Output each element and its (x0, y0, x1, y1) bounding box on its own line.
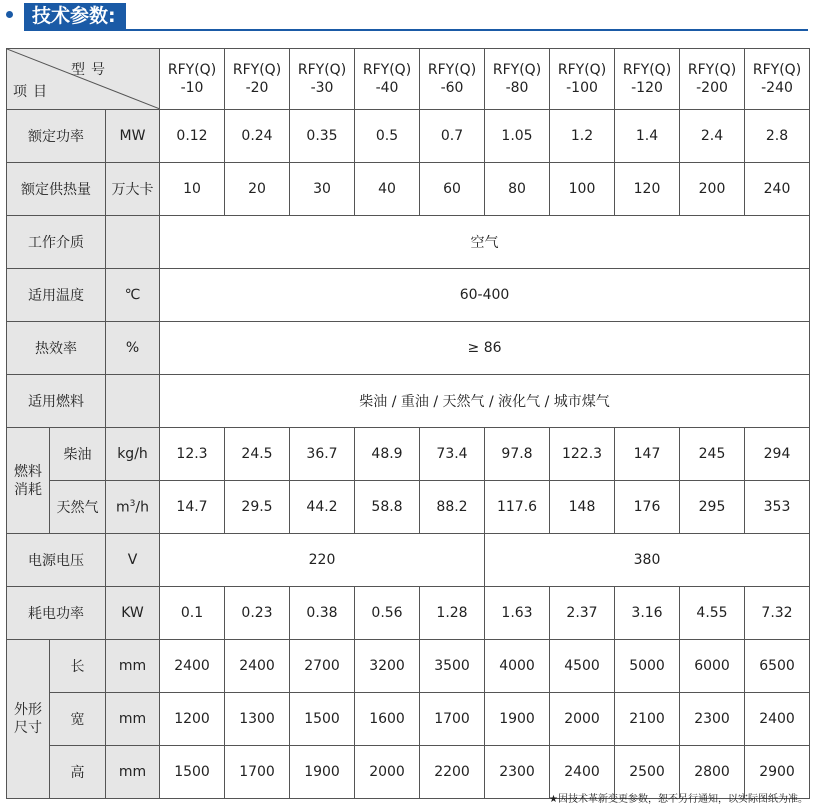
row-label: 电源电压 (7, 534, 106, 587)
table-cell: 0.23 (225, 587, 290, 640)
row-label: 热效率 (7, 322, 106, 375)
table-cell: 48.9 (355, 428, 420, 481)
sub-row-label: 宽 (50, 693, 106, 746)
table-cell-merged: 60-400 (160, 269, 810, 322)
corner-cell (7, 49, 160, 110)
bullet-icon (6, 11, 13, 18)
row-unit: mm (106, 746, 160, 799)
table-cell: 3500 (420, 640, 485, 693)
table-cell: 40 (355, 163, 420, 216)
table-cell-merged: 380 (485, 534, 810, 587)
table-cell: 2300 (680, 693, 745, 746)
corner-item-label: 项目 (13, 84, 53, 100)
table-cell: 2300 (485, 746, 550, 799)
model-header-row (7, 49, 810, 110)
table-cell: 120 (615, 163, 680, 216)
table-cell: 24.5 (225, 428, 290, 481)
footnote: ★因技术革新变更参数，恕不另行通知，以实际图纸为准。 (549, 794, 808, 805)
sub-row-label: 柴油 (50, 428, 106, 481)
table-cell: 30 (290, 163, 355, 216)
table-cell: 294 (745, 428, 810, 481)
row-unit: ℃ (106, 269, 160, 322)
row-label: 耗电功率 (7, 587, 106, 640)
unit-base: m (116, 499, 130, 516)
table-cell: 80 (485, 163, 550, 216)
table-cell-merged: 空气 (160, 216, 810, 269)
table-cell: 1500 (160, 746, 225, 799)
table-row-natural-gas (7, 481, 810, 534)
row-unit (106, 216, 160, 269)
table-cell: 6500 (745, 640, 810, 693)
model-header: RFY(Q) -40 (355, 49, 420, 110)
table-row-efficiency (7, 322, 810, 375)
table-cell: 60 (420, 163, 485, 216)
table-cell: 1.4 (615, 110, 680, 163)
table-cell: 1900 (290, 746, 355, 799)
table-cell-merged: ≥ 86 (160, 322, 810, 375)
table-cell: 1500 (290, 693, 355, 746)
row-label: 适用燃料 (7, 375, 106, 428)
table-cell: 5000 (615, 640, 680, 693)
table-cell: 2100 (615, 693, 680, 746)
table-cell: 0.56 (355, 587, 420, 640)
table-cell-merged: 220 (160, 534, 485, 587)
table-cell: 14.7 (160, 481, 225, 534)
table-cell: 4000 (485, 640, 550, 693)
unit-tail: /h (135, 499, 149, 516)
table-row-temperature (7, 269, 810, 322)
table-cell: 0.24 (225, 110, 290, 163)
table-cell: 2.4 (680, 110, 745, 163)
table-cell: 147 (615, 428, 680, 481)
table-row-width (7, 693, 810, 746)
row-unit: 万大卡 (106, 163, 160, 216)
table-cell: 7.32 (745, 587, 810, 640)
table-cell: 245 (680, 428, 745, 481)
model-header: RFY(Q) -200 (680, 49, 745, 110)
table-cell: 2400 (225, 640, 290, 693)
unit-superscript: 3 (129, 498, 136, 509)
row-label: 额定供热量 (7, 163, 106, 216)
corner-model-label: 型号 (71, 62, 111, 78)
table-cell: 2800 (680, 746, 745, 799)
table-cell: 2900 (745, 746, 810, 799)
row-unit: kg/h (106, 428, 160, 481)
table-cell: 176 (615, 481, 680, 534)
table-cell: 122.3 (550, 428, 615, 481)
row-unit: KW (106, 587, 160, 640)
table-cell: 1900 (485, 693, 550, 746)
table-cell: 88.2 (420, 481, 485, 534)
sub-row-label: 长 (50, 640, 106, 693)
table-row-rated-heat (7, 163, 810, 216)
table-cell: 1.2 (550, 110, 615, 163)
table-cell: 97.8 (485, 428, 550, 481)
table-cell: 0.35 (290, 110, 355, 163)
table-cell: 12.3 (160, 428, 225, 481)
table-row-length (7, 640, 810, 693)
model-header: RFY(Q) -30 (290, 49, 355, 110)
row-label: 额定功率 (7, 110, 106, 163)
section-title: 技术参数: (32, 5, 116, 27)
table-row-fuel (7, 375, 810, 428)
table-cell: 4500 (550, 640, 615, 693)
table-cell: 100 (550, 163, 615, 216)
table-row-medium (7, 216, 810, 269)
row-unit (106, 481, 160, 534)
table-cell: 0.38 (290, 587, 355, 640)
table-cell: 0.1 (160, 587, 225, 640)
section-header (0, 0, 814, 36)
model-header: RFY(Q) -100 (550, 49, 615, 110)
table-cell: 2.37 (550, 587, 615, 640)
table-cell: 353 (745, 481, 810, 534)
table-cell: 2700 (290, 640, 355, 693)
section-title-bar (24, 3, 126, 29)
table-cell: 2500 (615, 746, 680, 799)
table-cell: 10 (160, 163, 225, 216)
table-cell: 2400 (745, 693, 810, 746)
model-header: RFY(Q) -20 (225, 49, 290, 110)
table-cell: 148 (550, 481, 615, 534)
row-label: 适用温度 (7, 269, 106, 322)
table-cell: 3200 (355, 640, 420, 693)
table-cell: 6000 (680, 640, 745, 693)
table-cell: 1.05 (485, 110, 550, 163)
table-cell: 240 (745, 163, 810, 216)
row-unit: mm (106, 640, 160, 693)
table-cell: 200 (680, 163, 745, 216)
table-cell: 1.28 (420, 587, 485, 640)
spec-table (6, 48, 810, 799)
row-unit: mm (106, 693, 160, 746)
table-cell: 0.7 (420, 110, 485, 163)
model-header: RFY(Q) -10 (160, 49, 225, 110)
table-cell: 2400 (160, 640, 225, 693)
row-label: 工作介质 (7, 216, 106, 269)
table-cell: 295 (680, 481, 745, 534)
model-header: RFY(Q) -120 (615, 49, 680, 110)
table-cell: 2200 (420, 746, 485, 799)
sub-row-label: 高 (50, 746, 106, 799)
table-cell: 1700 (420, 693, 485, 746)
table-row-diesel (7, 428, 810, 481)
table-cell: 117.6 (485, 481, 550, 534)
title-underline (24, 29, 808, 31)
table-cell: 2.8 (745, 110, 810, 163)
table-cell: 2000 (550, 693, 615, 746)
row-unit: V (106, 534, 160, 587)
table-row-rated-power (7, 110, 810, 163)
model-header: RFY(Q) -60 (420, 49, 485, 110)
table-cell-merged: 柴油 / 重油 / 天然气 / 液化气 / 城市煤气 (160, 375, 810, 428)
table-cell: 2000 (355, 746, 420, 799)
table-cell: 29.5 (225, 481, 290, 534)
table-cell: 20 (225, 163, 290, 216)
table-row-voltage (7, 534, 810, 587)
table-cell: 44.2 (290, 481, 355, 534)
table-cell: 0.5 (355, 110, 420, 163)
table-cell: 58.8 (355, 481, 420, 534)
table-cell: 36.7 (290, 428, 355, 481)
table-cell: 4.55 (680, 587, 745, 640)
table-cell: 73.4 (420, 428, 485, 481)
table-cell: 1700 (225, 746, 290, 799)
group-label-fuel-consumption: 燃料 消耗 (7, 428, 50, 534)
table-cell: 2400 (550, 746, 615, 799)
table-row-electric-power (7, 587, 810, 640)
table-cell: 1600 (355, 693, 420, 746)
row-unit: MW (106, 110, 160, 163)
table-cell: 3.16 (615, 587, 680, 640)
sub-row-label: 天然气 (50, 481, 106, 534)
row-unit (106, 375, 160, 428)
row-unit: % (106, 322, 160, 375)
model-header: RFY(Q) -240 (745, 49, 810, 110)
group-label-dimensions: 外形 尺寸 (7, 640, 50, 799)
table-cell: 0.12 (160, 110, 225, 163)
table-cell: 1200 (160, 693, 225, 746)
table-cell: 1.63 (485, 587, 550, 640)
model-header: RFY(Q) -80 (485, 49, 550, 110)
table-cell: 1300 (225, 693, 290, 746)
